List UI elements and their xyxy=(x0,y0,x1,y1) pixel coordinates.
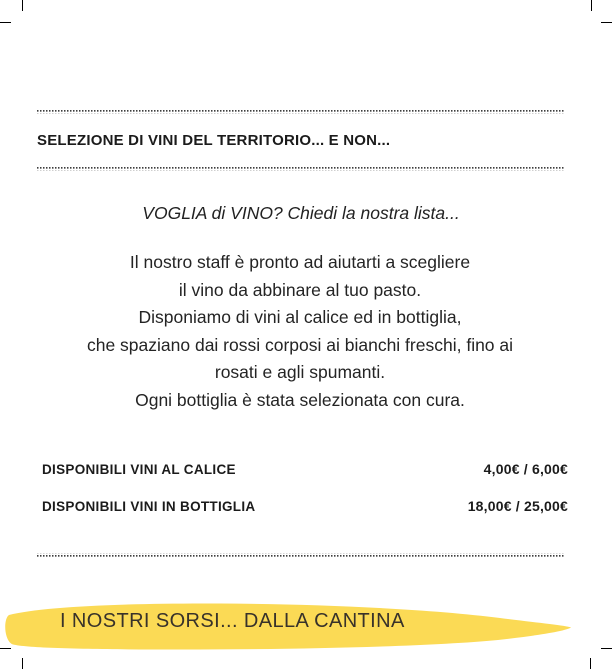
price-row-label: DISPONIBILI VINI IN BOTTIGLIA xyxy=(42,499,256,514)
intro-line: Ogni bottiglia è stata selezionata con cura. xyxy=(135,389,465,410)
crop-mark-top-right-vertical xyxy=(591,0,592,11)
intro-line: Il nostro staff è pronto ad aiutarti a scegliere xyxy=(129,252,471,272)
price-row-wine-by-glass xyxy=(42,461,568,477)
price-row-label: DISPONIBILI VINI AL CALICE xyxy=(42,462,236,477)
crop-mark-bottom-left-vertical xyxy=(22,658,23,669)
intro-line: Disponiamo di vini al calice ed in bottiglia, xyxy=(138,307,462,328)
section-title: SELEZIONE DI VINI DEL TERRITORIO... E NON... xyxy=(37,132,391,149)
price-row-price: 4,00€ / 6,00€ xyxy=(483,461,568,477)
price-row-price: 18,00€ / 25,00€ xyxy=(467,498,568,514)
divider-bottom xyxy=(37,553,565,558)
crop-mark-top-left-vertical xyxy=(22,0,23,11)
footer-banner-label: I NOSTRI SORSI... DALLA CANTINA xyxy=(60,610,405,632)
wine-tagline: VOGLIA di VINO? Chiedi la nostra lista... xyxy=(142,203,460,223)
crop-mark-bottom-right-horizontal xyxy=(601,648,612,649)
crop-mark-top-right-horizontal xyxy=(601,22,612,23)
footer-banner xyxy=(0,597,590,653)
crop-mark-top-left-horizontal xyxy=(0,22,11,23)
divider-top xyxy=(37,110,565,115)
divider-under-title xyxy=(37,167,565,172)
crop-mark-bottom-right-vertical xyxy=(590,658,591,669)
intro-line: rosati e agli spumanti. xyxy=(214,362,386,383)
intro-line: che spaziano dai rossi corposi ai bianchi freschi, fino ai xyxy=(86,334,514,355)
intro-paragraph xyxy=(0,249,600,415)
price-row-wine-by-bottle xyxy=(42,498,568,514)
intro-line: il vino da abbinare al tuo pasto. xyxy=(178,279,422,300)
